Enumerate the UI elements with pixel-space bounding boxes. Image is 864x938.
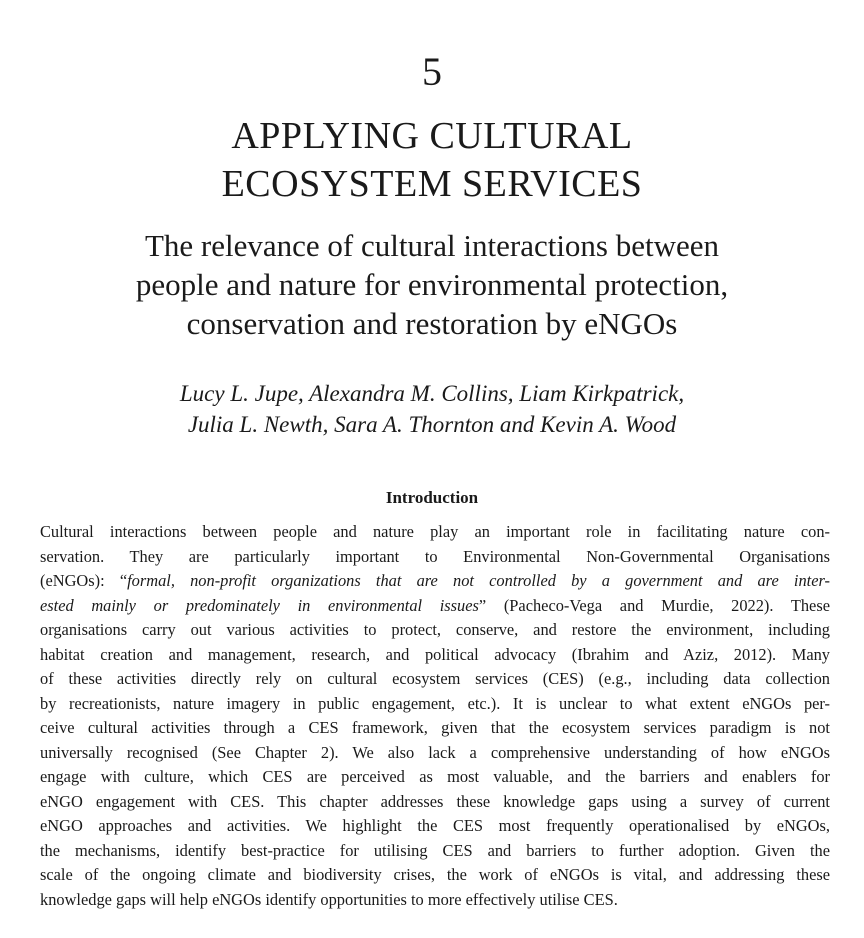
chapter-number: 5 <box>422 49 442 94</box>
chapter-subtitle <box>60 226 804 343</box>
author-line: Julia L. Newth, Sara A. Thornton and Kevin A. Wood <box>187 412 677 437</box>
paragraph-text: ” (Pacheco-Vega and Murdie, 2022). These <box>478 595 830 615</box>
paragraph-text: the mechanisms, identify best-practice for utilising CES and barriers to further adoption. Given the <box>40 840 830 860</box>
chapter-subtitle-line: people and nature for environmental protection, <box>135 267 729 302</box>
paragraph-text: of these activities directly rely on cultural ecosystem services (CES) (e.g., including data collection <box>40 669 830 688</box>
paragraph-line <box>40 741 830 766</box>
quoted-definition-text: ested mainly or predominately in environmental issues <box>40 595 479 615</box>
paragraph-text: ceive cultural activities through a CES framework, given that the ecosystem services paradigm is not <box>40 718 830 737</box>
paragraph-text: servation. They are particularly important to Environmental Non-Governmental Organisations <box>40 546 830 566</box>
paragraph-text: universally recognised (See Chapter 2). We also lack a comprehensive understanding of how eNGOs <box>40 742 830 762</box>
paragraph-text: organisations carry out various activities to protect, conserve, and restore the environment, including <box>40 620 830 639</box>
paragraph-text: Cultural interactions between people and nature play an important role in facilitating nature con- <box>40 522 830 541</box>
quoted-definition-text: formal, non-profit organizations that are not controlled by a government and are inter- <box>127 571 830 590</box>
chapter-subtitle-line: conservation and restoration by eNGOs <box>186 306 678 341</box>
paragraph-text: engage with culture, which CES are perceived as most valuable, and the barriers and enablers for <box>40 767 830 786</box>
paragraph-line <box>40 692 830 717</box>
paragraph-text: by recreationists, nature imagery in public engagement, etc.). It is unclear to what extent eNGOs per- <box>40 693 830 713</box>
section-heading: Introduction <box>385 488 479 507</box>
paragraph-line <box>40 814 830 839</box>
author-line: Lucy L. Jupe, Alexandra M. Collins, Liam Kirkpatrick, <box>179 381 685 406</box>
paragraph-text: habitat creation and management, research, and political advocacy (Ibrahim and Aziz, 2012). Many <box>40 644 830 664</box>
author-list <box>60 378 804 440</box>
paragraph-line <box>40 643 830 668</box>
chapter-title <box>0 112 864 208</box>
paragraph-line <box>40 569 830 594</box>
paragraph-line <box>40 594 830 619</box>
paragraph-text: knowledge gaps will help eNGOs identify opportunities to more effectively utilise CES. <box>40 889 618 909</box>
paragraph-line <box>40 790 830 815</box>
paragraph-text: eNGO approaches and activities. We highlight the CES most frequently operationalised by eNGOs, <box>40 816 830 835</box>
paragraph-line <box>40 545 830 570</box>
paragraph-text: eNGO engagement with CES. This chapter addresses these knowledge gaps using a survey of current <box>40 791 830 811</box>
introduction-paragraph <box>40 520 830 912</box>
paragraph-line <box>40 667 830 692</box>
paragraph-line <box>40 520 830 545</box>
paragraph-text: (eNGOs): “ <box>40 571 128 590</box>
paragraph-line <box>40 839 830 864</box>
paragraph-line <box>40 888 830 913</box>
paragraph-line <box>40 618 830 643</box>
paragraph-line <box>40 863 830 888</box>
chapter-subtitle-line: The relevance of cultural interactions between <box>144 228 720 263</box>
chapter-title-line: APPLYING CULTURAL <box>231 115 633 157</box>
paragraph-line <box>40 765 830 790</box>
chapter-title-line: ECOSYSTEM SERVICES <box>221 163 643 205</box>
paragraph-text: scale of the ongoing climate and biodiversity crises, the work of eNGOs is vital, and addressing these <box>40 865 830 884</box>
paragraph-line <box>40 716 830 741</box>
